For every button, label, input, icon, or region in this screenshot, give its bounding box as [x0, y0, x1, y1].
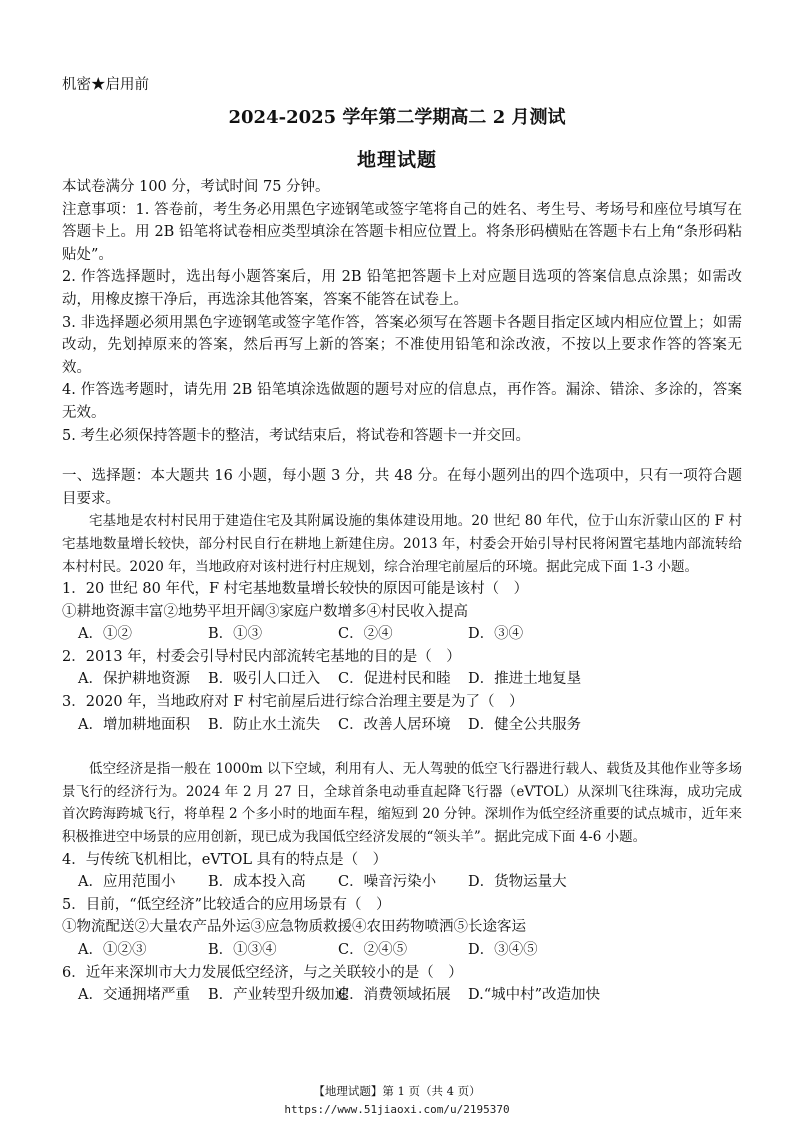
note-3: 3. 非选择题必须用黑色字迹钢笔或签字笔作答，答案必须写在答题卡各题目指定区域内相应位置上；如需改动，先划掉原来的答案，然后再写上新的答案；不准使用铅笔和涂改液，不按以上要求作答的答案无效。 [62, 314, 742, 376]
option-a[interactable]: A．①②③ [78, 942, 147, 958]
question-4-options [62, 871, 742, 894]
passage-2: 低空经济是指一般在 1000m 以下空域，利用有人、无人驾驶的低空飞行器进行载人、载货及其他作业等多场景飞行的经济行为。2024 年 2 月 27 日，全球首条电动垂直起降飞行器（eVTOL）从深圳飞往珠海，成功完成首次跨海跨城飞行，将单程 2 个多小时的地面车程，缩短到 20 分钟。深圳作为低空经济重要的试点城市，近年来积极推进空中场景的应用创新，现已成为我国低空经济发展的“领头羊”。据此完成下面 4-6 小题。 [62, 761, 742, 846]
question-5-stem: 5．目前，“低空经济”比较适合的应用场景有（ ） [62, 896, 391, 913]
option-b[interactable]: B．吸引人口迁入 [208, 671, 321, 688]
question-3-options [62, 714, 742, 737]
question-2-options [62, 668, 742, 691]
option-d[interactable]: D．推进土地复垦 [468, 671, 582, 688]
option-b[interactable]: B．防止水土流失 [208, 716, 321, 733]
passage-1: 宅基地是农村村民用于建造住宅及其附属设施的集体建设用地。20 世纪 80 年代，位于山东沂蒙山区的 F 村宅基地数量增长较快，部分村民自行在耕地上新建住房。2013 年，村委会开始引导村民将闲置宅基地内部流转给本村村民。2020 年，当地政府对该村进行村庄规划，综合治理宅前屋后的环境。据此完成下面 1-3 小题。 [62, 513, 742, 575]
note-2: 2. 作答选择题时，选出每小题答案后，用 2B 铅笔把答题卡上对应题目选项的答案信息点涂黑；如需改动，用橡皮擦干净后，再选涂其他答案，答案不能答在试卷上。 [62, 269, 742, 308]
question-1-sub: ①耕地资源丰富②地势平坦开阔③家庭户数增多④村民收入提高 [62, 603, 468, 620]
page-footer: 【地理试题】第 1 页（共 4 页） [313, 1084, 481, 1098]
spacer [62, 447, 742, 465]
watermark-url: https://www.51jiaoxi.com/u/2195370 [284, 1103, 510, 1116]
option-c[interactable]: C．促进村民和睦 [338, 671, 451, 688]
option-d[interactable]: D．③④⑤ [468, 942, 538, 958]
option-b[interactable]: B．成本投入高 [208, 874, 306, 891]
option-c[interactable]: C．②④ [338, 626, 393, 643]
option-d[interactable]: D.“城中村”改造加快 [468, 987, 601, 1004]
option-a[interactable]: A．增加耕地面积 [78, 716, 190, 733]
section-heading: 一、选择题：本大题共 16 小题，每小题 3 分，共 48 分。在每小题列出的四个选项中，只有一项符合题目要求。 [62, 468, 742, 507]
option-b[interactable]: B．①③④ [208, 942, 277, 958]
option-c[interactable]: C．消费领域拓展 [338, 987, 451, 1004]
question-6-stem: 6．近年来深圳市大力发展低空经济，与之关联较小的是（ ） [62, 964, 463, 981]
score-line: 本试卷满分 100 分，考试时间 75 分钟。 [62, 179, 330, 195]
option-a[interactable]: A．①② [78, 626, 132, 643]
option-b[interactable]: B．产业转型升级加速 [208, 987, 350, 1004]
question-6-options [62, 984, 742, 1007]
question-5-options [62, 939, 742, 962]
option-a[interactable]: A．交通拥堵严重 [78, 987, 190, 1004]
question-2-stem: 2．2013 年，村委会引导村民内部流转宅基地的目的是（ ） [62, 648, 461, 665]
question-5-sub: ①物流配送②大量农产品外运③应急物质救援④农田药物喷洒⑤长途客运 [62, 919, 526, 936]
option-d[interactable]: D．货物运量大 [468, 874, 567, 891]
note-1: 注意事项：1. 答卷前，考生务必用黑色字迹钢笔或签字笔将自己的姓名、考生号、考场号和座位号填写在答题卡上。用 2B 铅笔将试卷相应类型填涂在答题卡相应位置上。将条形码横贴在答题卡右上角“条形码粘贴处”。 [62, 201, 742, 263]
option-c[interactable]: C．改善人居环境 [338, 716, 451, 733]
option-c[interactable]: C．②④⑤ [338, 942, 408, 958]
option-a[interactable]: A．应用范围小 [78, 874, 176, 891]
question-3-stem: 3．2020 年，当地政府对 F 村宅前屋后进行综合治理主要是为了（ ） [62, 694, 524, 711]
option-c[interactable]: C．噪音污染小 [338, 874, 437, 891]
option-a[interactable]: A．保护耕地资源 [78, 671, 190, 688]
question-4-stem: 4．与传统飞机相比，eVTOL 具有的特点是（ ） [62, 851, 388, 868]
option-d[interactable]: D．健全公共服务 [468, 716, 582, 733]
exam-subtitle: 地理试题 [356, 149, 437, 171]
option-d[interactable]: D．③④ [468, 626, 524, 643]
note-4: 4. 作答选考题时，请先用 2B 铅笔填涂选做题的题号对应的信息点，再作答。漏涂、错涂、多涂的，答案无效。 [62, 382, 742, 421]
exam-title: 2024-2025 学年第二学期高二 2 月测试 [228, 107, 566, 128]
spacer [62, 736, 742, 758]
question-1-options [62, 623, 742, 646]
question-1-stem: 1．20 世纪 80 年代，F 村宅基地数量增长较快的原因可能是该村（ ） [62, 581, 529, 598]
note-5: 5. 考生必须保持答题卡的整洁，考试结束后，将试卷和答题卡一并交回。 [62, 427, 530, 444]
option-b[interactable]: B．①③ [208, 626, 263, 643]
confidential-label: 机密★启用前 [62, 77, 149, 93]
exam-body [62, 176, 742, 1007]
